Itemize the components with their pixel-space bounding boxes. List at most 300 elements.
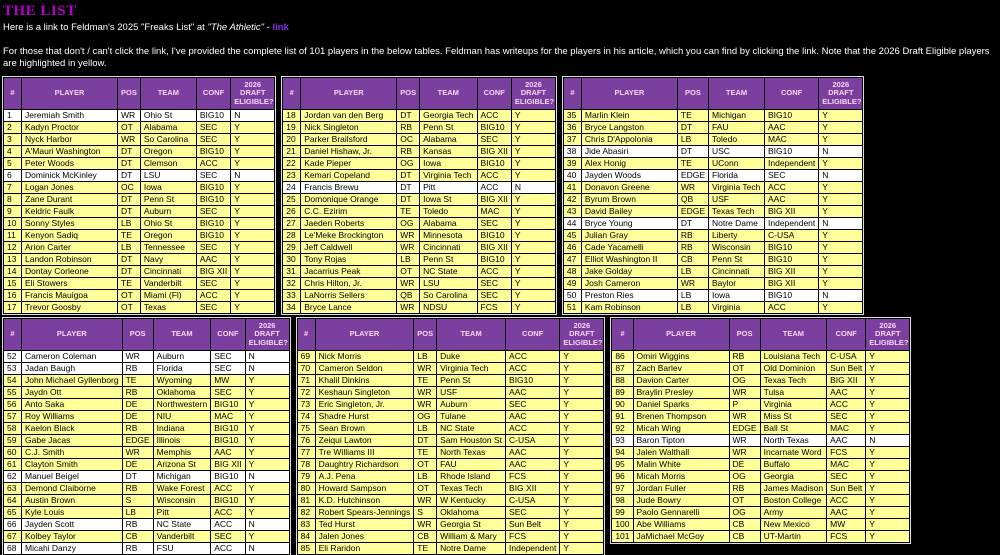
num-cell: 70 [297,363,315,375]
page-title: THE LIST [3,3,77,19]
pos-cell: LB [677,290,708,302]
conf-cell: ACC [196,158,230,170]
num-cell: 71 [297,375,315,387]
pos-cell: WR [414,495,437,507]
conf-cell: ACC [765,302,819,314]
conf-cell: MW [827,519,866,531]
player-cell: Chris D'Appolonia [581,134,677,146]
team-cell: Penn St [709,254,765,266]
player-row [283,218,556,230]
team-cell: LSU [420,278,477,290]
eligible-cell: Y [231,230,275,242]
eligible-cell: Y [231,134,275,146]
eligible-cell: Y [819,230,863,242]
player-cell: Paolo Gennarelli [633,507,729,519]
player-row [612,423,910,435]
num-cell: 16 [4,290,22,302]
player-row [612,471,910,483]
player-row [297,399,604,411]
conf-cell: MAC [827,459,866,471]
pos-cell: LB [677,302,708,314]
player-cell: Roy Williams [22,411,123,423]
column-header-row [283,78,556,110]
eligible-cell: N [245,363,289,375]
num-cell: 7 [4,182,22,194]
player-cell: Francis Mauigoa [22,290,118,302]
conf-cell: MAC [765,134,819,146]
team-cell: Oregon [140,146,196,158]
eligible-cell: Y [560,375,604,387]
conf-cell: AAC [765,194,819,206]
column-header-row [4,319,290,351]
num-cell: 22 [283,158,301,170]
conf-cell: FCS [477,302,511,314]
team-cell: Texas Tech [709,206,765,218]
team-cell: UConn [709,158,765,170]
player-cell: Micahi Danzy [22,543,123,555]
eligible-cell: Y [560,447,604,459]
num-cell: 49 [563,278,581,290]
player-row [297,495,604,507]
team-cell: Indiana [153,423,211,435]
conf-cell: BIG10 [765,290,819,302]
eligible-cell: Y [560,471,604,483]
player-cell: Baron Tipton [633,435,729,447]
pos-cell: RB [397,122,420,134]
player-row [563,110,862,122]
player-cell: LaNorris Sellers [301,290,397,302]
eligible-cell: N [866,435,910,447]
num-cell: 18 [283,110,301,122]
team-cell: Alabama [420,134,477,146]
pos-cell: S [414,507,437,519]
num-cell: 43 [563,206,581,218]
player-row [297,507,604,519]
freaks-list-link[interactable]: link [272,21,289,33]
team-cell: Army [760,507,827,519]
num-cell: 74 [297,411,315,423]
conf-cell: AAC [506,459,560,471]
player-row [563,230,862,242]
pos-cell: TE [414,447,437,459]
pos-cell: LB [118,242,141,254]
conf-cell: Independent [506,543,560,555]
players-table-1 [3,77,275,314]
team-cell: LSU [140,170,196,182]
num-cell: 69 [297,351,315,363]
player-row [4,230,275,242]
pos-cell: DT [677,122,708,134]
pos-cell: DE [729,459,760,471]
conf-cell: AAC [506,411,560,423]
eligible-cell: Y [560,483,604,495]
pos-cell: WR [414,387,437,399]
player-row [283,278,556,290]
pos-cell: TE [414,543,437,555]
team-cell: Duke [437,351,506,363]
pos-cell: DT [397,182,420,194]
player-row [4,134,275,146]
player-row [283,170,556,182]
column-header-eligible: 2026 DRAFT ELIGIBLE? [866,319,910,351]
player-cell: Kade Pieper [301,158,397,170]
player-cell: Domonique Orange [301,194,397,206]
pos-cell: OG [414,411,437,423]
team-cell: Wyoming [153,375,211,387]
intro-line [3,22,1000,34]
player-cell: Jordan van den Berg [301,110,397,122]
eligible-cell: Y [560,399,604,411]
player-row [612,411,910,423]
eligible-cell: Y [245,531,289,543]
num-cell: 91 [612,411,633,423]
eligible-cell: Y [511,146,555,158]
conf-cell: BIG10 [477,254,511,266]
column-header-num: # [4,319,22,351]
player-row [4,194,275,206]
team-cell: Iowa [709,290,765,302]
conf-cell: AAC [827,387,866,399]
player-cell: Jide Abasiri [581,146,677,158]
column-header-team: TEAM [709,78,765,110]
player-row [563,278,862,290]
conf-cell: ACC [477,266,511,278]
team-cell: Florida [153,363,211,375]
player-cell: Micah Morris [633,471,729,483]
player-cell: Brenen Thompson [633,411,729,423]
conf-cell: BIG10 [211,471,245,483]
num-cell: 58 [4,423,22,435]
eligible-cell: Y [511,254,555,266]
team-cell: Northwestern [153,399,211,411]
player-row [4,278,275,290]
num-cell: 77 [297,447,315,459]
num-cell: 12 [4,242,22,254]
player-cell: Jeremiah Smith [22,110,118,122]
player-cell: Bryce Langston [581,122,677,134]
num-cell: 84 [297,531,315,543]
conf-cell: FCS [506,531,560,543]
conf-cell: Sun Belt [827,363,866,375]
player-cell: Braylin Presley [633,387,729,399]
conf-cell: SEC [196,122,230,134]
player-cell: Le'Meke Brockington [301,230,397,242]
conf-cell: BIG10 [196,110,230,122]
conf-cell: BIG XII [827,375,866,387]
pos-cell: EDGE [677,170,708,182]
player-row [4,158,275,170]
pos-cell: DE [122,411,153,423]
num-cell: 42 [563,194,581,206]
pos-cell: WR [414,363,437,375]
column-header-player: PLAYER [301,78,397,110]
player-row [283,134,556,146]
player-cell: Marlin Klein [581,110,677,122]
conf-cell: SEC [196,206,230,218]
team-cell: Georgia Tech [420,110,477,122]
conf-cell: ACC [211,483,245,495]
pos-cell: RB [729,351,760,363]
num-cell: 48 [563,266,581,278]
player-row [4,302,275,314]
eligible-cell: Y [511,122,555,134]
eligible-cell: Y [560,495,604,507]
player-row [297,351,604,363]
team-cell: James Madison [760,483,827,495]
eligible-cell: Y [866,351,910,363]
pos-cell: OC [397,134,420,146]
column-header-row [297,319,604,351]
player-row [297,447,604,459]
team-cell: Boston College [760,495,827,507]
player-row [612,399,910,411]
team-cell: Penn St [420,122,477,134]
num-cell: 15 [4,278,22,290]
conf-cell: SEC [477,134,511,146]
player-cell: Jayden Scott [22,519,123,531]
player-cell: Ted Hurst [315,519,414,531]
team-cell: Toledo [420,206,477,218]
player-row [4,351,290,363]
conf-cell: MAC [477,206,511,218]
player-row [4,543,290,555]
team-cell: Texas Tech [437,483,506,495]
player-row [4,447,290,459]
pos-cell: WR [677,278,708,290]
conf-cell: ACC [827,495,866,507]
team-cell: Auburn [140,206,196,218]
num-cell: 29 [283,242,301,254]
player-row [283,110,556,122]
conf-cell: BIG10 [196,146,230,158]
conf-cell: BIG10 [196,194,230,206]
column-header-row [563,78,862,110]
eligible-cell: Y [511,302,555,314]
player-row [612,447,910,459]
num-cell: 36 [563,122,581,134]
num-cell: 10 [4,218,22,230]
pos-cell: TE [397,206,420,218]
team-cell: Navy [140,254,196,266]
eligible-cell: Y [560,519,604,531]
pos-cell: QB [397,290,420,302]
conf-cell: BIG10 [506,375,560,387]
conf-cell: BIG XII [196,266,230,278]
pos-cell: LB [414,471,437,483]
pos-cell: RB [122,543,153,555]
player-cell: John Michael Gyllenborg [22,375,123,387]
players-table-4 [3,318,290,555]
column-header-eligible: 2026 DRAFT ELIGIBLE? [511,78,555,110]
eligible-cell: Y [231,146,275,158]
conf-cell: ACC [211,519,245,531]
player-cell: Alex Honig [581,158,677,170]
num-cell: 98 [612,495,633,507]
num-cell: 63 [4,483,22,495]
conf-cell: ACC [196,290,230,302]
player-row [283,254,556,266]
eligible-cell: Y [819,194,863,206]
intro-separator: - [264,21,273,33]
player-row [4,170,275,182]
num-cell: 33 [283,290,301,302]
num-cell: 61 [4,459,22,471]
player-cell: Manuel Beigel [22,471,123,483]
num-cell: 46 [563,242,581,254]
num-cell: 20 [283,134,301,146]
player-row [283,206,556,218]
player-cell: Peter Woods [22,158,118,170]
player-row [563,206,862,218]
conf-cell: MW [211,375,245,387]
column-header-player: PLAYER [633,319,729,351]
column-header-team: TEAM [437,319,506,351]
conf-cell: SEC [196,134,230,146]
eligible-cell: N [245,543,289,555]
team-cell: Alabama [140,122,196,134]
conf-cell: AAC [827,435,866,447]
num-cell: 97 [612,483,633,495]
conf-cell: MAC [211,411,245,423]
num-cell: 64 [4,495,22,507]
eligible-cell: Y [511,290,555,302]
num-cell: 68 [4,543,22,555]
pos-cell: OT [118,302,141,314]
conf-cell: MAC [827,423,866,435]
player-cell: JaMichael McGoy [633,531,729,543]
player-row [297,411,604,423]
eligible-cell: Y [866,531,910,543]
conf-cell: BIG XII [765,206,819,218]
eligible-cell: Y [560,543,604,555]
player-cell: Bryce Lance [301,302,397,314]
player-cell: Austin Brown [22,495,123,507]
num-cell: 50 [563,290,581,302]
player-cell: Sean Brown [315,423,414,435]
eligible-cell: Y [511,278,555,290]
team-cell: Arizona St [153,459,211,471]
team-cell: Vanderbilt [153,531,211,543]
player-row [612,363,910,375]
eligible-cell: N [819,146,863,158]
pos-cell: DT [677,146,708,158]
eligible-cell: Y [560,351,604,363]
player-row [4,375,290,387]
pos-cell: OC [118,182,141,194]
column-header-num: # [283,78,301,110]
num-cell: 72 [297,387,315,399]
player-row [612,495,910,507]
player-row [4,387,290,399]
team-cell: Illinois [153,435,211,447]
conf-cell: AAC [506,387,560,399]
pos-cell: RB [677,242,708,254]
player-cell: C.C. Ezirim [301,206,397,218]
num-cell: 87 [612,363,633,375]
column-header-pos: POS [729,319,760,351]
pos-cell: OG [729,507,760,519]
pos-cell: RB [122,423,153,435]
column-header-num: # [297,319,315,351]
conf-cell: C-USA [827,351,866,363]
pos-cell: LB [677,134,708,146]
eligible-cell: Y [819,254,863,266]
player-cell: Preston Ries [581,290,677,302]
conf-cell: Sun Belt [506,519,560,531]
player-cell: Josh Cameron [581,278,677,290]
conf-cell: ACC [827,399,866,411]
eligible-cell: Y [819,266,863,278]
column-header-team: TEAM [760,319,827,351]
pos-cell: LB [122,507,153,519]
pos-cell: OG [397,218,420,230]
player-cell: Kolbey Taylor [22,531,123,543]
player-row [4,146,275,158]
pos-cell: OT [729,495,760,507]
column-header-num: # [612,319,633,351]
player-cell: Jake Golday [581,266,677,278]
pos-cell: WR [677,182,708,194]
player-row [612,351,910,363]
player-row [563,290,862,302]
player-row [297,483,604,495]
player-row [283,182,556,194]
player-row [4,435,290,447]
player-cell: Francis Brewu [301,182,397,194]
eligible-cell: Y [560,423,604,435]
team-cell: Vanderbilt [140,278,196,290]
player-row [4,507,290,519]
eligible-cell: Y [511,194,555,206]
pos-cell: OG [397,158,420,170]
team-cell: NIU [153,411,211,423]
team-cell: Georgia St [437,519,506,531]
num-cell: 9 [4,206,22,218]
team-cell: Iowa [420,158,477,170]
player-cell: David Bailey [581,206,677,218]
player-cell: Jacarrius Peak [301,266,397,278]
player-row [4,399,290,411]
pos-cell: DT [677,218,708,230]
team-cell: Virginia Tech [709,182,765,194]
pos-cell: P [729,399,760,411]
conf-cell: BIG10 [765,110,819,122]
pos-cell: WR [118,110,141,122]
player-row [283,290,556,302]
conf-cell: SEC [477,290,511,302]
player-cell: Jaydn Ott [22,387,123,399]
player-cell: Daniel Hishaw, Jr. [301,146,397,158]
player-cell: Jalen Jones [315,531,414,543]
pos-cell: LB [118,218,141,230]
eligible-cell: Y [866,483,910,495]
pos-cell: OT [414,483,437,495]
team-cell: Rhode Island [437,471,506,483]
column-header-num: # [4,78,22,110]
team-cell: Baylor [709,278,765,290]
player-row [283,302,556,314]
num-cell: 80 [297,483,315,495]
eligible-cell: Y [819,278,863,290]
team-cell: Memphis [153,447,211,459]
team-cell: Ohio St [140,110,196,122]
eligible-cell: N [819,290,863,302]
column-header-row [612,319,910,351]
conf-cell: BIG10 [477,122,511,134]
eligible-cell: Y [560,531,604,543]
conf-cell: Independent [765,158,819,170]
column-header-pos: POS [414,319,437,351]
